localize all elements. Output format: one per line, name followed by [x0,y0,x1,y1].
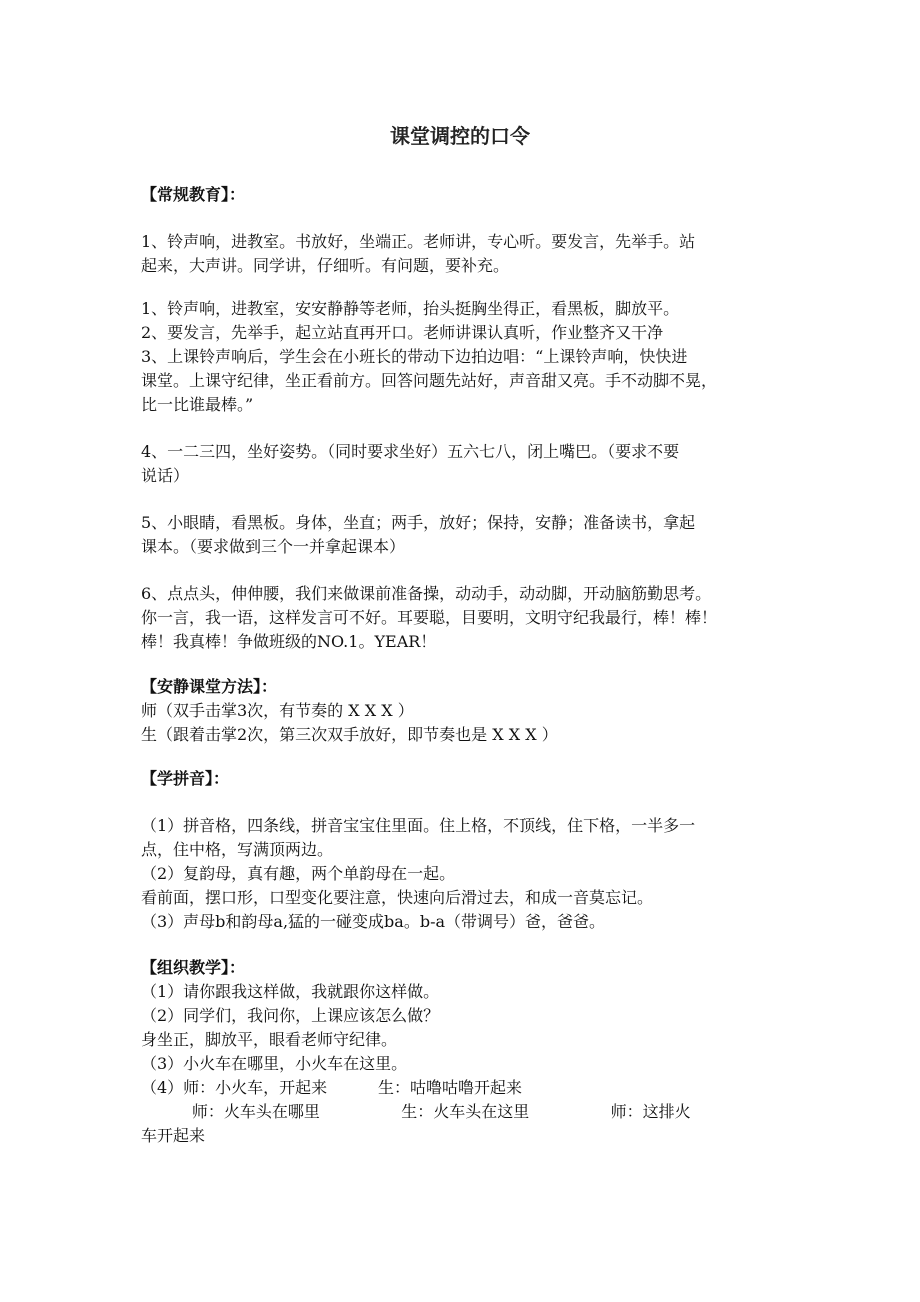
paragraph-line: 看前面，摆口形，口型变化要注意，快速向后滑过去，和成一音莫忘记。 [141,888,654,907]
paragraph-line: 车开起来 [141,1126,206,1145]
paragraph-line: 课本。（要求做到三个一并拿起课本） [141,537,406,556]
paragraph-line: （2）同学们，我问你，上课应该怎么做？ [141,1006,440,1025]
paragraph-line: 1、铃声响，进教室，安安静静等老师，抬头挺胸坐得正，看黑板，脚放平。 [141,299,680,318]
paragraph-line: 3、上课铃声响后，学生会在小班长的带动下边拍边唱：“上课铃声响，快快进 [141,347,688,366]
section-heading-quiet: 【安静课堂方法】： [141,677,278,696]
paragraph-line: 点，住中格，写满顶两边。 [141,840,334,859]
paragraph-line: （4）师：小火车，开起来 生：咕噜咕噜开起来 [141,1078,523,1097]
paragraph-line: 说话） [141,466,190,485]
paragraph-line: （1）拼音格，四条线，拼音宝宝住里面。住上格，不顶线，住下格，一半多一 [141,816,696,835]
paragraph-line: （3）声母b和韵母a,猛的一碰变成ba。b-a（带调号）爸，爸爸。 [141,912,606,931]
paragraph-line: 师（双手击掌3次，有节奏的 X X X ） [141,701,414,720]
paragraph-line: 师：火车头在哪里 生：火车头在这里 师：这排火 [141,1102,691,1121]
paragraph-line: 你一言，我一语，这样发言可不好。耳要聪，目要明，文明守纪我最行，棒！棒！ [141,608,718,627]
paragraph-line: 生（跟着击掌2次，第三次双手放好，即节奏也是 X X X ） [141,725,558,744]
paragraph-line: 1、铃声响，进教室。书放好，坐端正。老师讲，专心听。要发言，先举手。站 [141,232,696,251]
paragraph-line: 身坐正，脚放平，眼看老师守纪律。 [141,1030,398,1049]
section-heading-pinyin: 【学拼音】： [141,769,230,788]
paragraph-line: 课堂。上课守纪律，坐正看前方。回答问题先站好，声音甜又亮。手不动脚不晃， [141,371,718,390]
section-heading-routine: 【常规教育】： [141,185,246,204]
paragraph-line: 4、一二三四，坐好姿势。（同时要求坐好）五六七八，闭上嘴巴。（要求不要 [141,442,680,461]
page-title: 课堂调控的口令 [390,124,530,148]
paragraph-line: 比一比谁最棒。” [141,395,254,414]
section-heading-organize: 【组织教学】： [141,958,246,977]
paragraph-line: （2）复韵母，真有趣，两个单韵母在一起。 [141,864,456,883]
paragraph-line: 2、要发言，先举手，起立站直再开口。老师讲课认真听，作业整齐又干净 [141,323,664,342]
paragraph-line: 起来，大声讲。同学讲，仔细听。有问题，要补充。 [141,256,510,275]
paragraph-line: 6、点点头，伸伸腰，我们来做课前准备操，动动手，动动脚，开动脑筋勤思考。 [141,584,712,603]
paragraph-line: 棒！我真棒！争做班级的NO.1。YEAR！ [141,632,437,651]
paragraph-line: （3）小火车在哪里，小火车在这里。 [141,1054,408,1073]
paragraph-line: 5、小眼睛，看黑板。身体，坐直；两手，放好；保持，安静；准备读书，拿起 [141,513,696,532]
paragraph-line: （1）请你跟我这样做，我就跟你这样做。 [141,982,440,1001]
